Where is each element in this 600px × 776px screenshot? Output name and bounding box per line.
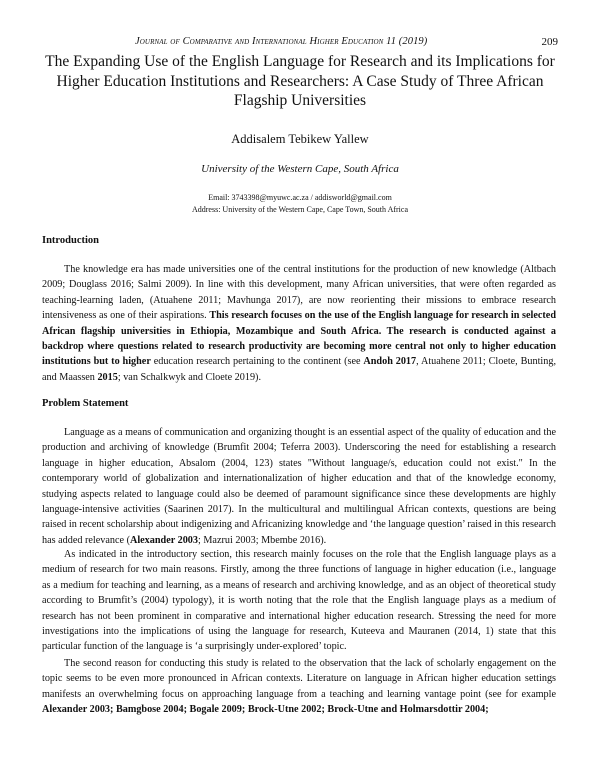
problem-paragraph-1: Language as a means of communication and organizing thought is an essential aspect of the quality of education and the production and archiving of knowledge (Brumfit 2004; Teferra 2003). Underscoring the need for establishing a research language in higher education, Absalom (2004, 123) states "Without language/s, education could not exist." In the contemporary world of globalization and internationalization of higher education and that of the knowledge economy, studying aspects related to language could also be deemed of paramount significance since these developments are highly language-intensive activities (Saarinen 2017). In the multicultural and multilingual African contexts, questions are being raised in recent scholarship about indigenizing and Africanizing knowledge and ‘the language question’ raised in this research has added relevance (Alexander 2003; Mazrui 2003; Mbembe 2016).: [42, 427, 556, 546]
running-header: [0, 36, 600, 50]
author-name: Addisalem Tebikew Yallew: [231, 132, 369, 146]
problem-paragraph-3: The second reason for conducting this study is related to the observation that the lack of scholarly engagement on the topic seems to be even more pronounced in African contexts. Literature on language in African higher education settings manifests an overwhelming focus on approaching language from a teaching and learning vantage point (see for example Alexander 2003; Bamgbose 2004; Bogale 2009; Brock-Utne 2002; Brock-Utne and Holmarsdottir 2004;: [42, 658, 556, 716]
section-heading-introduction: Introduction: [42, 235, 99, 246]
section-heading-problem-statement: Problem Statement: [42, 398, 129, 409]
problem-paragraph-2: As indicated in the introductory section, this research mainly focuses on the role that the English language plays as a medium of research for two main reasons. Firstly, among the three functions of language in higher education (i.e., language as a medium for teaching and learning, as a means of research and archiving knowledge, and as an object of theoretical study according to Brumfit’s (2004) typology), it is worth noting that the role that the English language plays as a medium of research has not been prominent in comparative and international higher education research. Stressing the need for more investigations into the implications of using the language for research, Kuteeva and Mauranen (2014, 1) state that this particular function of the language is ‘a surprisingly under-explored’ topic.: [42, 549, 556, 653]
page-number: 209: [541, 36, 558, 48]
journal-name: Journal of Comparative and International Higher Education 11 (2019): [135, 36, 428, 47]
introduction-paragraph: The knowledge era has made universities one of the central institutions for the production of new knowledge (Altbach 2009; Douglass 2016; Salmi 2009). In line with this development, many African universities, that were often regarded as teaching-learning laden, (Atuahene 2011; Mavhunga 2017), are now reorienting their missions to embrace research intensiveness as one of their aspirations. This research focuses on the use of the English language for research in selected African flagship universities in Ethiopia, Mozambique and South Africa. The research is conducted against a backdrop where questions related to research productivity are becoming more central not only to higher education institutions but to higher education research pertaining to the continent (see Andoh 2017, Atuahene 2011; Cloete, Bunting, and Maassen 2015; van Schalkwyk and Cloete 2019).: [42, 264, 556, 383]
author-address: Address: University of the Western Cape, Cape Town, South Africa: [191, 205, 408, 214]
author-affiliation: University of the Western Cape, South Africa: [201, 163, 399, 175]
article-title: The Expanding Use of the English Language for Research and its Implications for Higher Education Institutions and Researchers: A Case Study of Three African Flagship Universities: [45, 53, 555, 109]
author-email: Email: 3743398@myuwc.ac.za / addisworld@gmail.com: [208, 193, 392, 202]
